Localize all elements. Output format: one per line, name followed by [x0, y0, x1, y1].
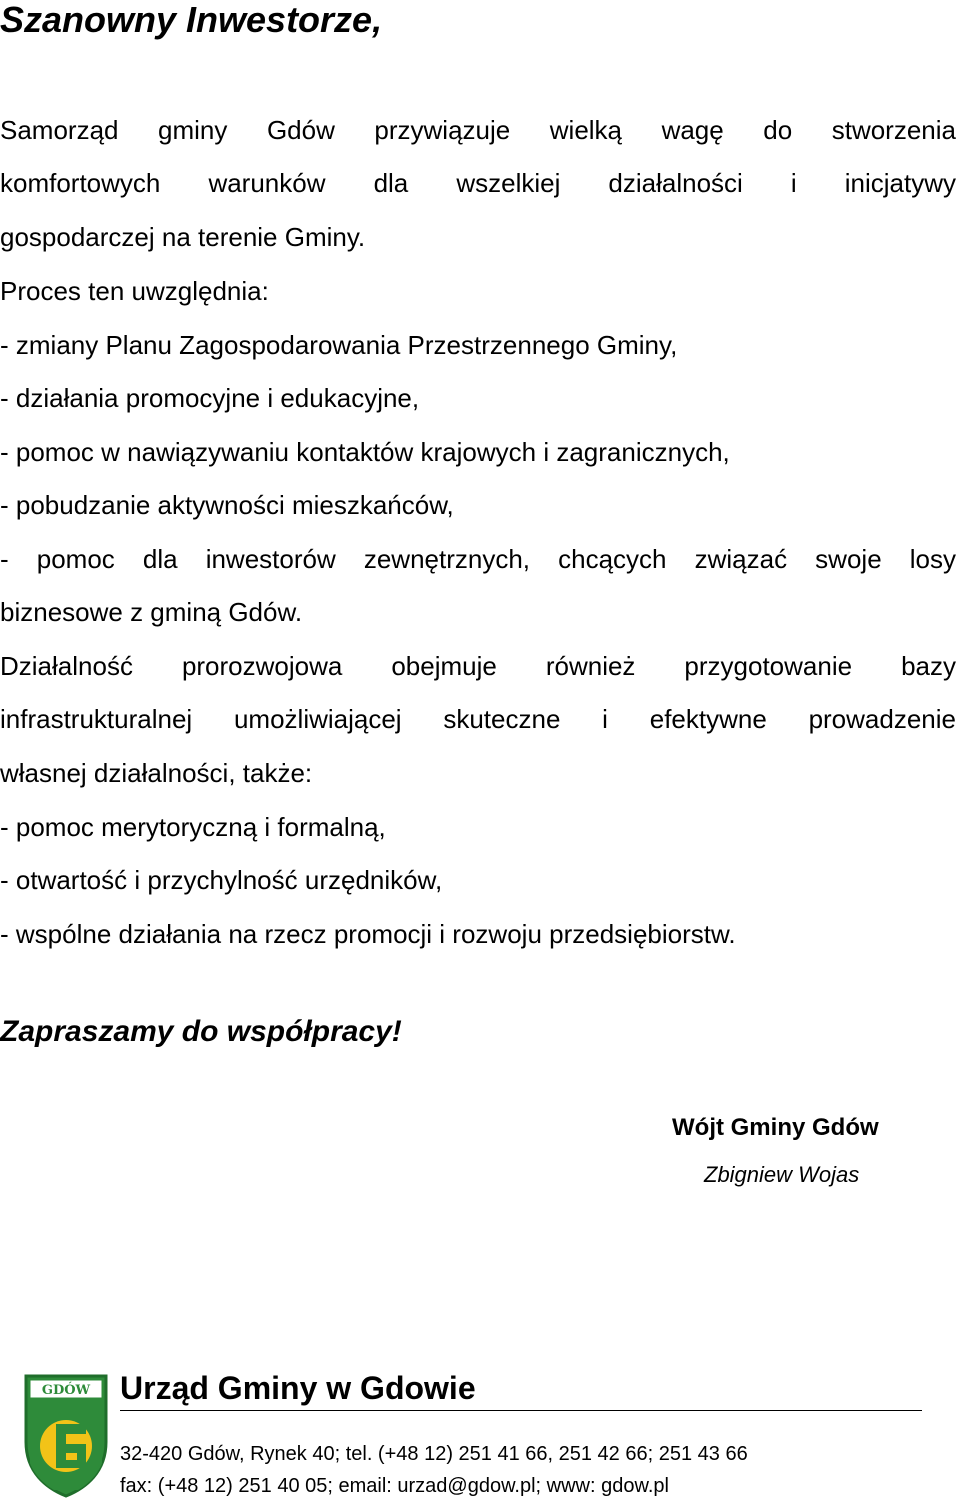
paragraph-line: Samorząd gminy Gdów przywiązuje wielką wagę do stworzenia: [0, 115, 956, 145]
svg-text:GDÓW: GDÓW: [41, 1383, 91, 1398]
paragraph-line: infrastrukturalnej umożliwiającej skuteczne i efektywne prowadzenie: [0, 704, 956, 734]
list-item: - pomoc w nawiązywaniu kontaktów krajowych i zagranicznych,: [0, 437, 730, 467]
salutation-heading: Szanowny Inwestorze,: [0, 0, 383, 40]
footer-contact: fax: (+48 12) 251 40 05; email: urzad@gdow.pl; www: gdow.pl: [120, 1475, 669, 1497]
list-item: - pomoc merytoryczną i formalną,: [0, 812, 386, 842]
closing-invitation: Zapraszamy do współpracy!: [0, 1015, 402, 1048]
list-item: - zmiany Planu Zagospodarowania Przestrzennego Gminy,: [0, 330, 678, 360]
footer-divider: [120, 1410, 922, 1411]
signature-name: Zbigniew Wojas: [704, 1162, 860, 1187]
list-item: - działania promocyjne i edukacyjne,: [0, 383, 420, 413]
list-item: - wspólne działania na rzecz promocji i rozwoju przedsiębiorstw.: [0, 919, 736, 949]
paragraph-line: gospodarczej na terenie Gminy.: [0, 222, 366, 252]
footer-address: 32-420 Gdów, Rynek 40; tel. (+48 12) 251 41 66, 251 42 66; 251 43 66: [120, 1443, 748, 1465]
paragraph-line: własnej działalności, także:: [0, 758, 313, 788]
paragraph-line: komfortowych warunków dla wszelkiej działalności i inicjatywy: [0, 168, 956, 198]
gdow-coat-of-arms-logo: [22, 1372, 110, 1498]
office-name: Urząd Gminy w Gdowie: [120, 1370, 476, 1406]
list-item: - pomoc dla inwestorów zewnętrznych, chcących związać swoje losy: [0, 544, 956, 574]
list-item: - otwartość i przychylność urzędników,: [0, 865, 443, 895]
paragraph-line: Działalność prorozwojowa obejmuje również przygotowanie bazy: [0, 651, 956, 681]
process-intro: Proces ten uwzględnia:: [0, 276, 269, 306]
signature-title: Wójt Gminy Gdów: [672, 1114, 879, 1141]
list-item: - pobudzanie aktywności mieszkańców,: [0, 490, 454, 520]
list-item-continuation: biznesowe z gminą Gdów.: [0, 597, 303, 627]
